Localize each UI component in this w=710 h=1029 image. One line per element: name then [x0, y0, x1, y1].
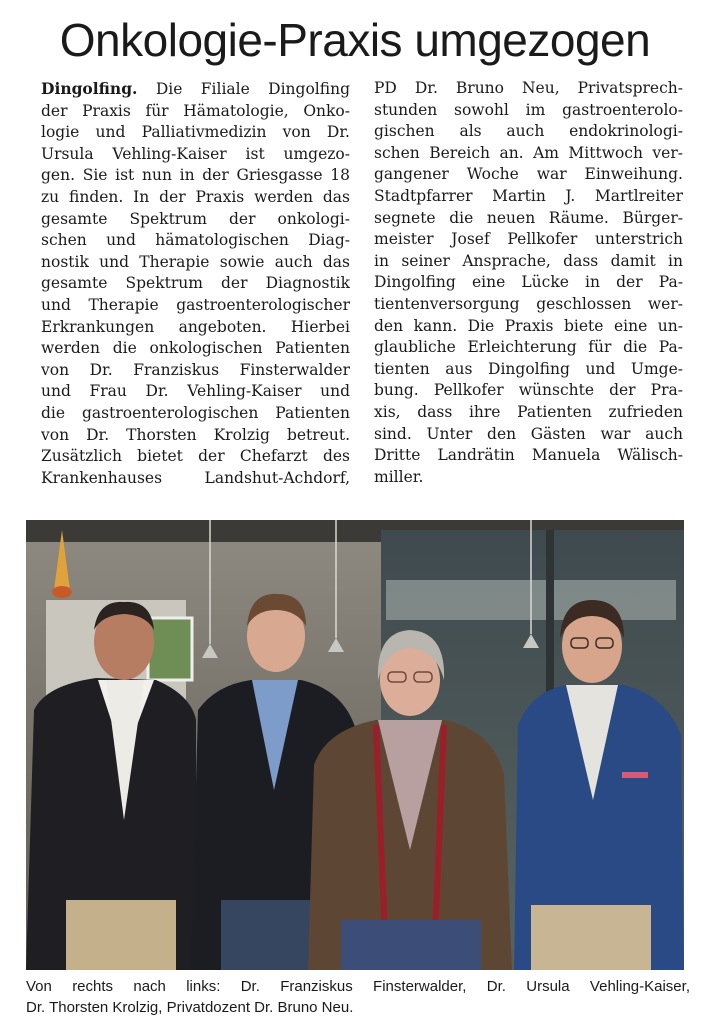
column-line: Erkrankungen angeboten. Hierbei [41, 317, 350, 336]
column-line: der Praxis für Hämatologie, Onko- [41, 101, 350, 120]
article-headline: Onkologie-Praxis umgezogen [59, 14, 651, 66]
column-line: tienten aus Dingolfing und Umge- [374, 359, 683, 378]
column-line: xis, dass ihre Patienten zufrieden [374, 402, 683, 421]
column-line: gen. Sie ist nun in der Griesgasse 18 [41, 166, 350, 185]
column-line: Dingolfing eine Lücke in der Pa- [374, 273, 683, 292]
column-line: schen und hämatologischen Diag- [41, 231, 350, 250]
column-line: gischen als auch endokrinologi- [374, 122, 683, 141]
column-line: logie und Palliativmedizin von Dr. [41, 123, 350, 142]
column-line: den kann. Die Praxis biete eine un- [374, 316, 683, 335]
column-line: schen Bereich an. Am Mittwoch ver- [374, 143, 683, 162]
column-line: glaubliche Erleichterung für die Pa- [374, 338, 683, 357]
column-line: segnete die neuen Räume. Bürger- [374, 208, 683, 227]
column-line: gesamte Spektrum der onkologi- [41, 209, 350, 228]
column-line [41, 78, 350, 101]
column-line: die gastroenterologischen Patienten [41, 403, 350, 422]
column-line: bung. Pellkofer wünschte der Pra- [374, 381, 683, 400]
column-line: Zusätzlich bietet der Chefarzt des [41, 447, 350, 466]
column-line: PD Dr. Bruno Neu, Privatsprech- [374, 79, 683, 97]
photo-caption [26, 976, 690, 1018]
column-line: Ursula Vehling-Kaiser ist umgezo- [41, 144, 350, 163]
article-body [41, 78, 683, 498]
column-line: meister Josef Pellkofer unterstrich [374, 230, 683, 249]
article-dateline: Dingolfing. [41, 79, 138, 98]
column-line-text: Die Filiale Dingolfing [137, 80, 350, 98]
column-line: von Dr. Thorsten Krolzig betreut. [41, 425, 350, 444]
wall-picture [148, 618, 192, 680]
column-line: in seiner Ansprache, dass damit in [374, 251, 683, 270]
column-line: tientenversorgung geschlossen wer- [374, 294, 683, 313]
column-line: Stadtpfarrer Martin J. Martlreiter [374, 186, 683, 205]
column-line: und Frau Dr. Vehling-Kaiser und [41, 382, 350, 401]
group-photo-illustration [26, 520, 684, 970]
column-line: und Therapie gastroenterologischer [41, 295, 350, 314]
column-line: gangener Woche war Einweihung. [374, 165, 683, 184]
column-line: Dritte Landrätin Manuela Wälisch- [374, 446, 683, 465]
column-line: von Dr. Franziskus Finsterwalder [41, 360, 350, 379]
caption-line: Dr. Thorsten Krolzig, Privatdozent Dr. Bruno Neu. [26, 999, 354, 1016]
column-line: Krankenhauses Landshut-Achdorf, [41, 468, 350, 487]
column-line: nostik und Therapie sowie auch das [41, 252, 350, 271]
column-line: gesamte Spektrum der Diagnostik [41, 274, 350, 293]
column-line: zu finden. In der Praxis werden das [41, 187, 350, 206]
group-photo [26, 520, 684, 970]
column-line: miller. [374, 467, 424, 486]
column-line: sind. Unter den Gästen war auch [374, 424, 683, 443]
caption-line: Von rechts nach links: Dr. Franziskus Finsterwalder, Dr. Ursula Vehling-Kaiser, [26, 978, 690, 995]
column-line: werden die onkologischen Patienten [41, 339, 350, 358]
column-line: stunden sowohl im gastroenterolo- [374, 100, 683, 119]
article-column-right [374, 78, 683, 498]
article-column-left [41, 78, 350, 498]
